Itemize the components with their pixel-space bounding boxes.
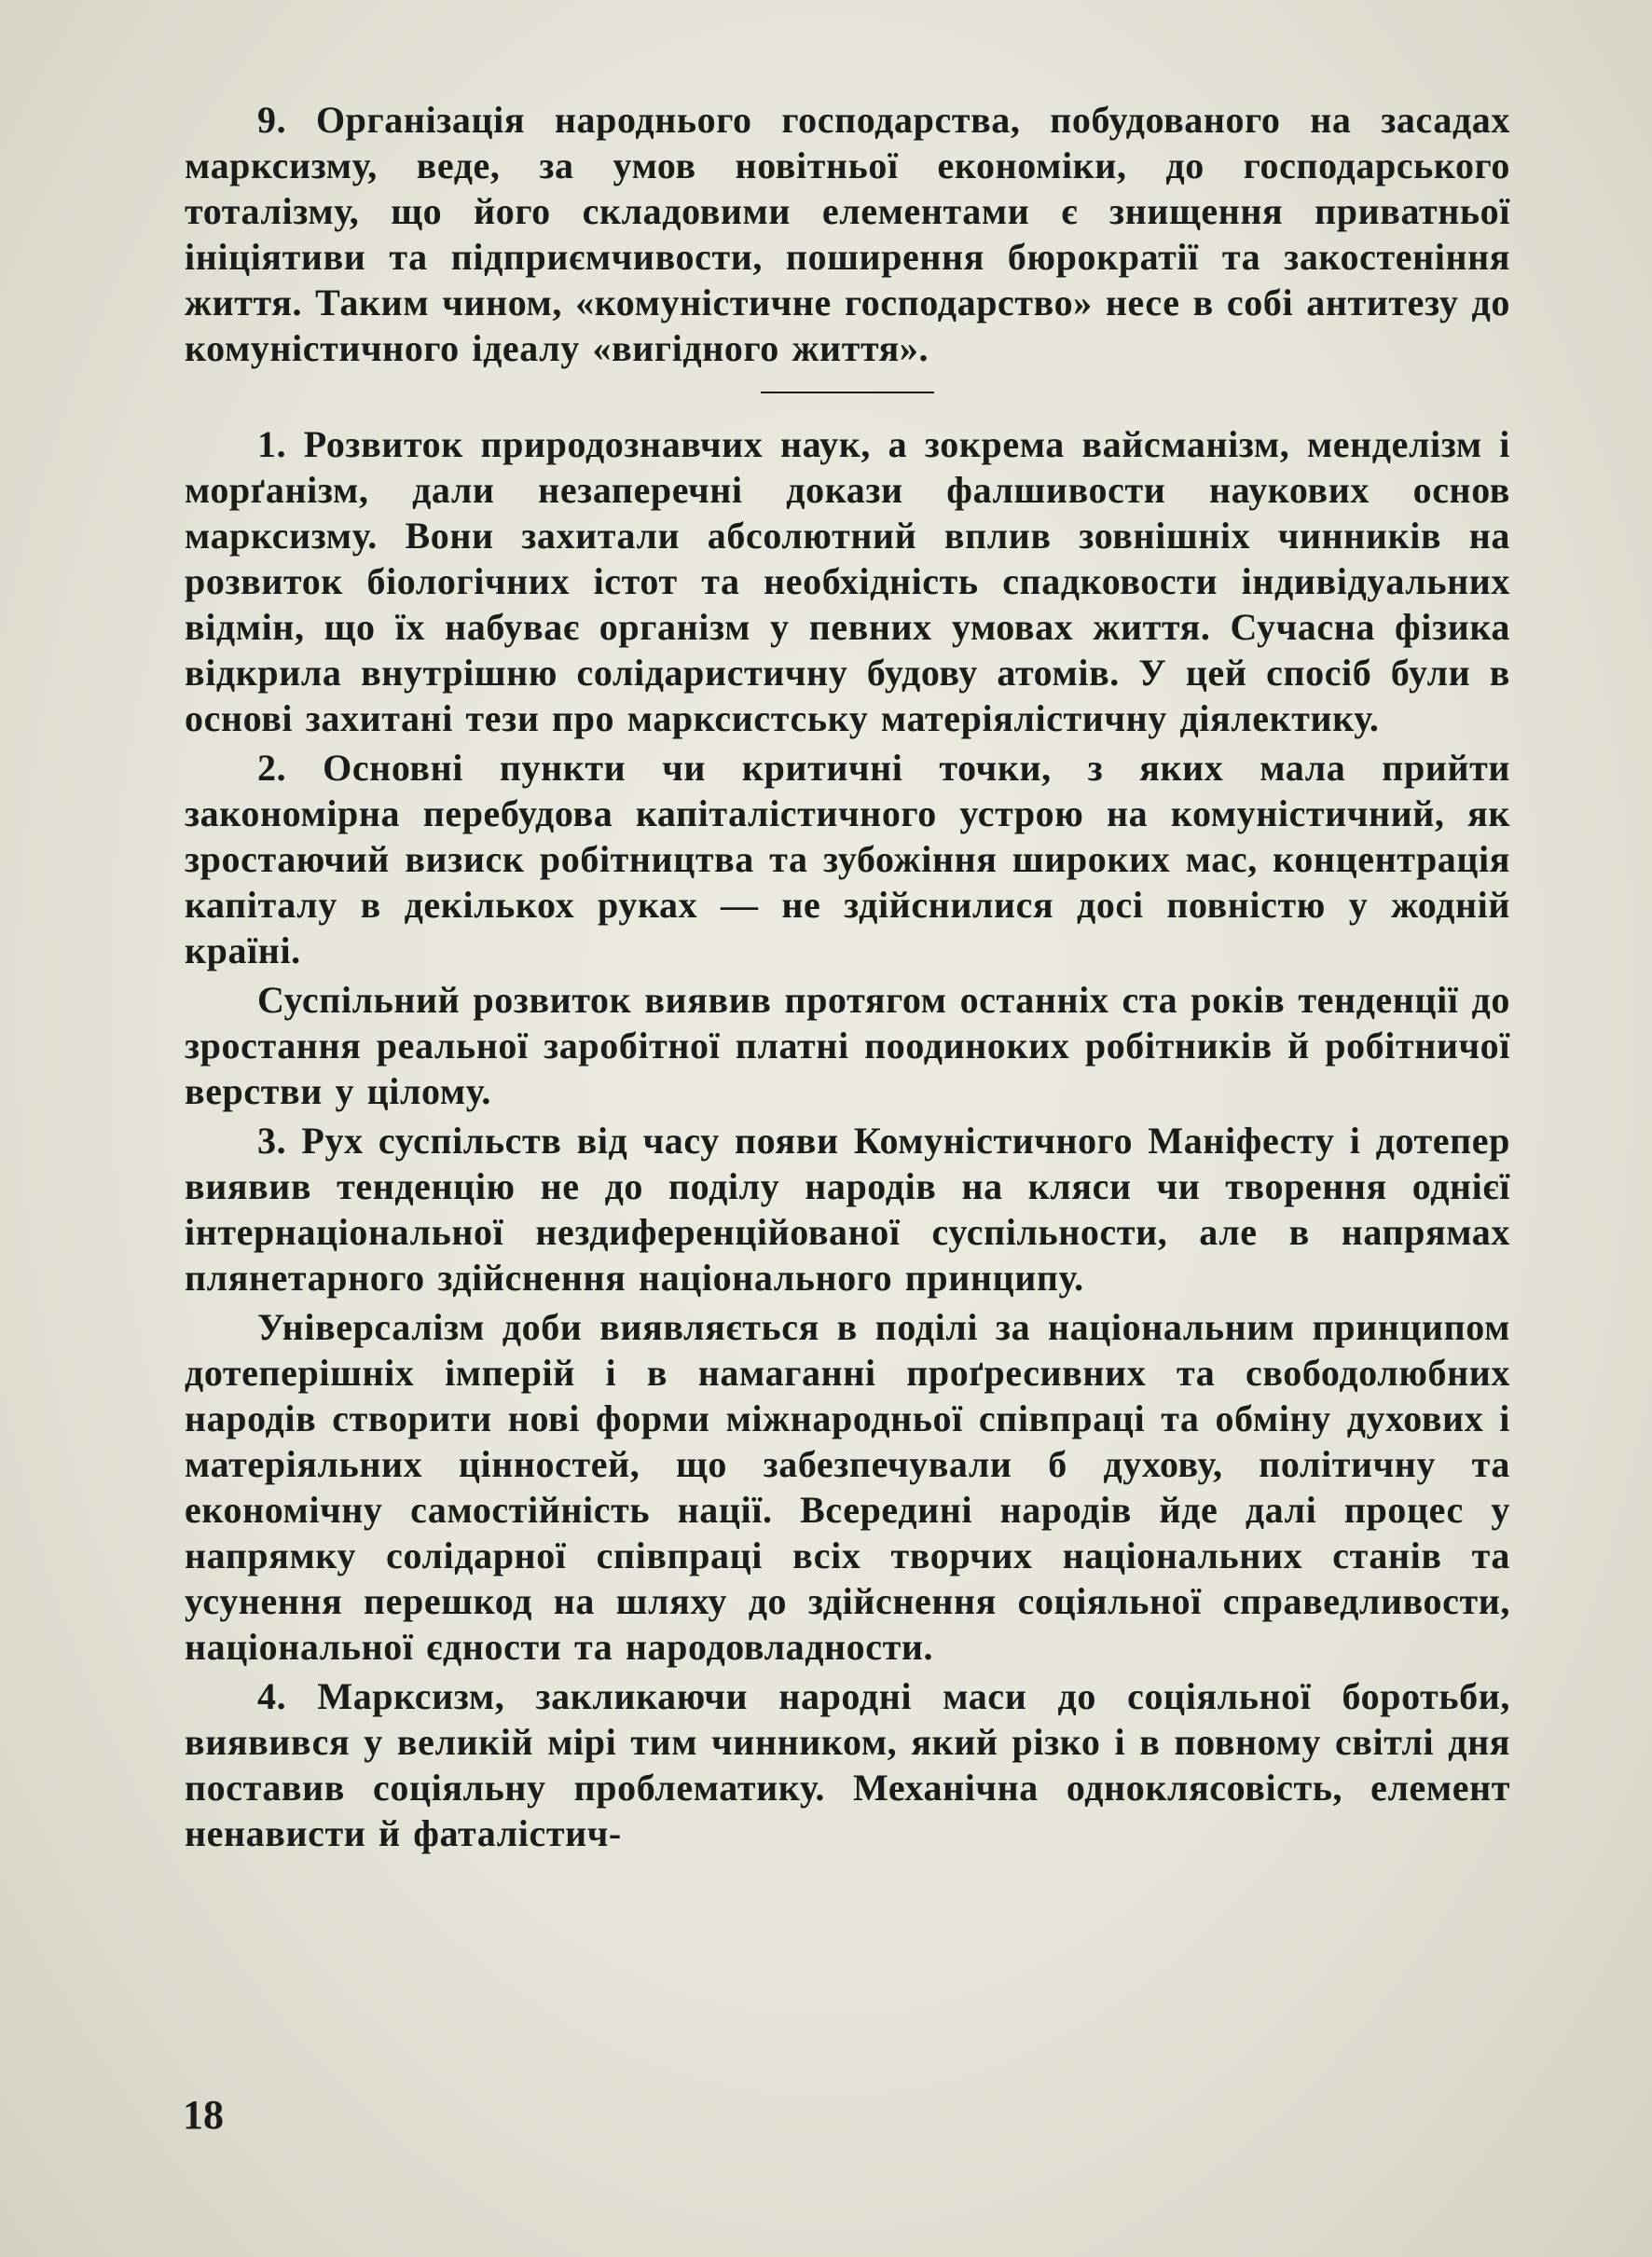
paragraph-social-development: Суспільний розвиток виявив протягом останніх ста років тенденції до зростання реальної заробітної платні поодиноких робітників й робітничої верстви у цілому.: [185, 979, 1510, 1112]
paragraph-universalism: Універсалізм доби виявляється в поділі за національним принципом дотеперішніх імперій і в намаганні проґресивних та свободолюбних народів створити нові форми міжнародньої співпраці та обміну духових і матеріяльних цінностей, що забезпечували б духову, політичну та економічну самостійність нації. Всередині народів йде далі процес у напрямку солідарної співпраці всіх творчих національних станів та усунення перешкод на шляху до здійснення соціяльної справедливости, національної єдности та народовладности.: [185, 1306, 1510, 1668]
page-number: 18: [183, 2092, 224, 2138]
body-text: [185, 97, 1510, 1860]
paragraph-point-3: 3. Рух суспільств від часу появи Комуністичного Маніфесту і дотепер виявив тенденцію не до поділу народів на кляси чи творення однієї інтернаціональної нездиференційованої суспільности, але в напрямах плянетарного здійснення національного принципу.: [185, 1120, 1510, 1299]
paragraph-point-1: 1. Розвиток природознавчих наук, а зокрема вайсманізм, менделізм і морґанізм, дали незаперечні докази фалшивости наукових основ марксизму. Вони захитали абсолютний вплив зовнішніх чинників на розвиток біологічних істот та необхідність спадковости індивідуальних відмін, що їх набуває організм у певних умовах життя. Сучасна фізика відкрила внутрішню солідаристичну будову атомів. У цей спосіб були в основі захитані тези про марксистську матеріялістичну діялектику.: [185, 423, 1510, 739]
section-divider: [761, 392, 934, 393]
paragraph-point-4: 4. Марксизм, закликаючи народні маси до соціяльної боротьби, виявився у великій мірі тим чинником, який різко і в повному світлі дня поставив соціяльну проблематику. Механічна одноклясовість, елемент ненависти й фаталістич-: [185, 1675, 1510, 1854]
paragraph-point-2: 2. Основні пункти чи критичні точки, з яких мала прийти закономірна перебудова капіталістичного устрою на комуністичний, як зростаючий визиск робітництва та зубожіння широких мас, концентрація капіталу в декількох руках — не здійснилися досі повністю у жодній країні.: [185, 747, 1510, 971]
paragraph-point-9: 9. Організація народнього господарства, побудованого на засадах марксизму, веде, за умов новітньої економіки, до господарського тоталізму, що його складовими елементами є знищення приватньої ініціятиви та підприємчивости, поширення бюрократії та закостеніння життя. Таким чином, «комуністичне господарство» несе в собі антитезу до комуністичного ідеалу «вигідного життя».: [185, 99, 1510, 369]
